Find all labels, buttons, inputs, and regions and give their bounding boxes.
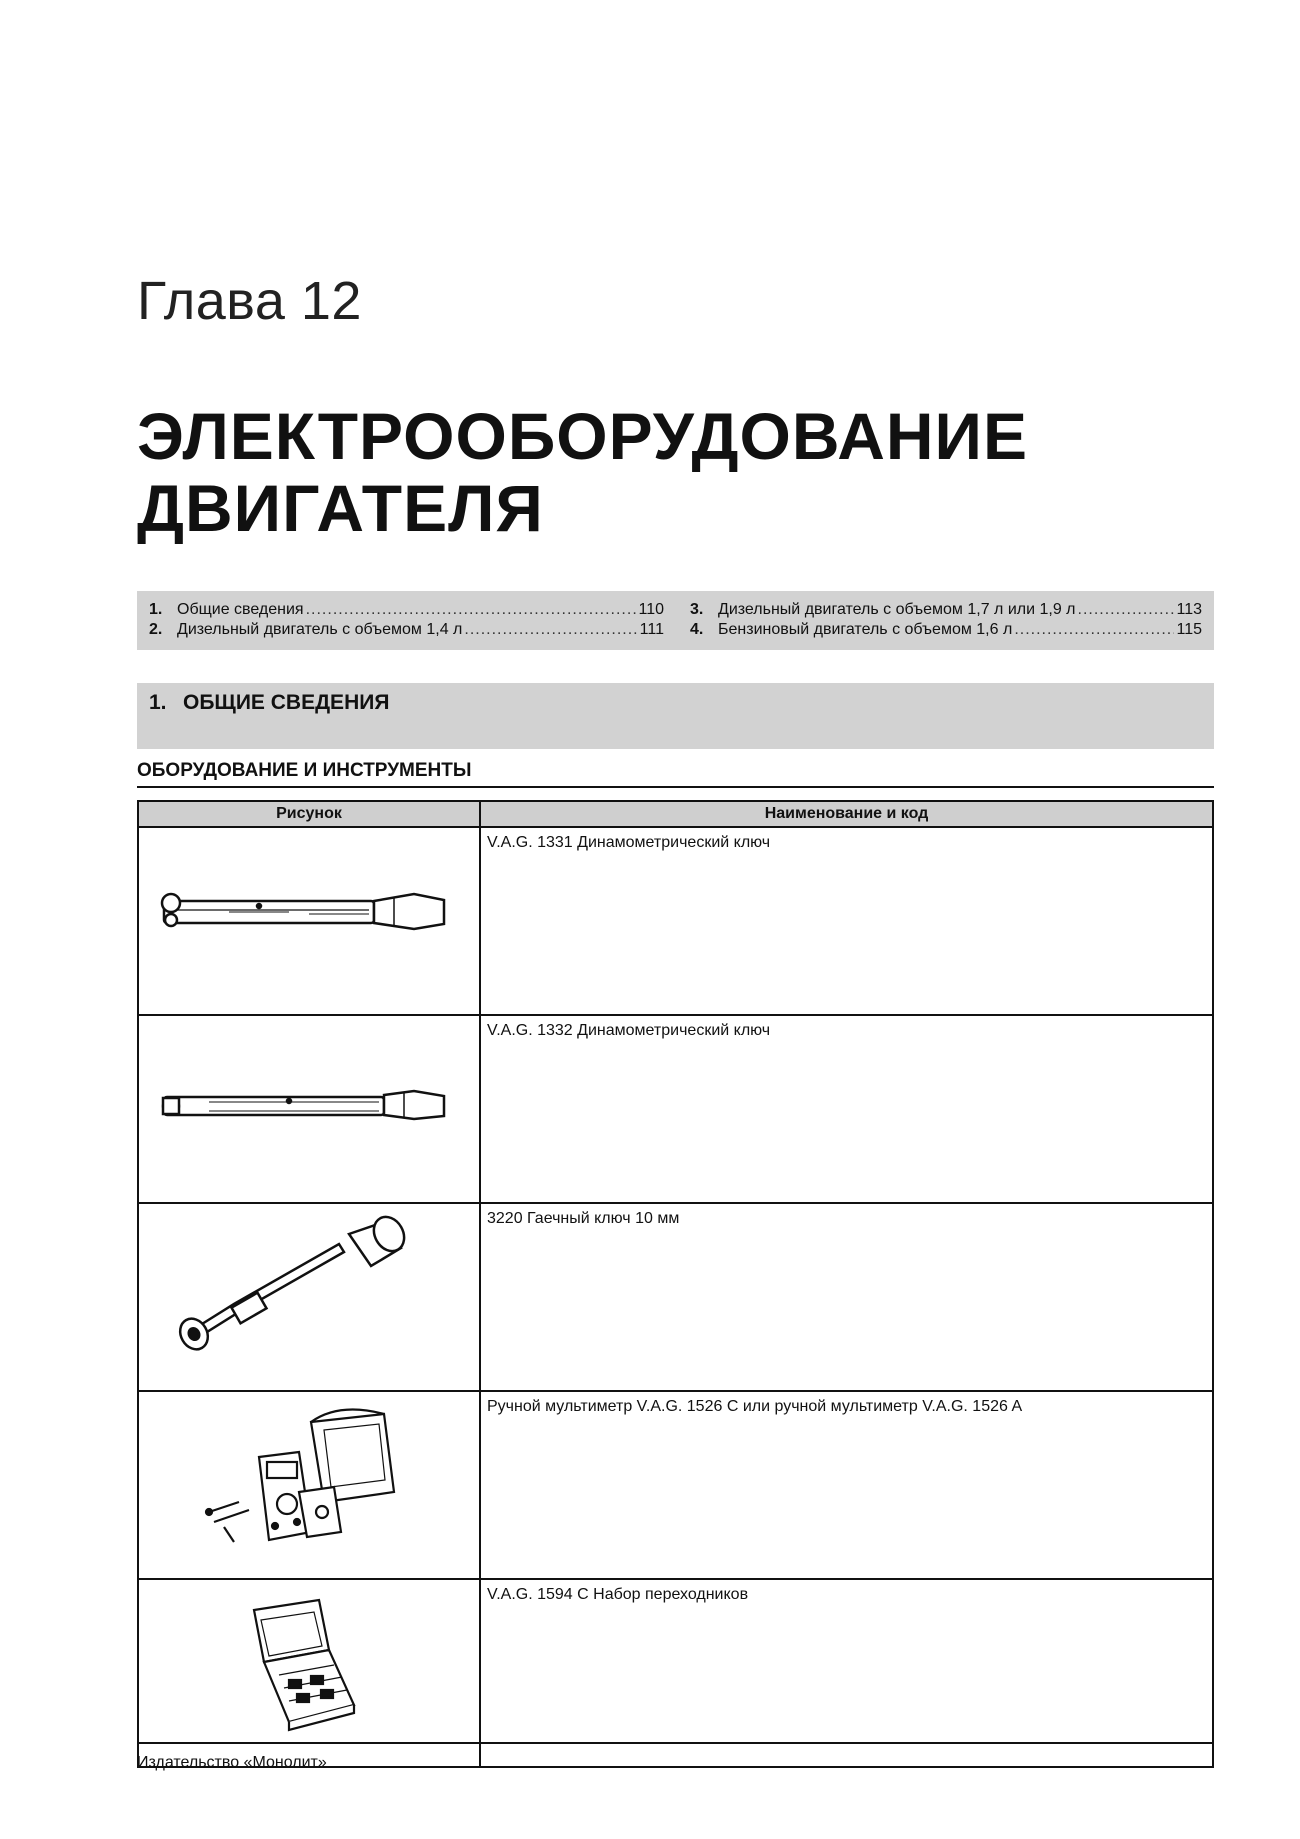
contents-column-left bbox=[149, 601, 664, 641]
contents-item-number: 2. bbox=[149, 621, 163, 638]
contents-item-page: 110 bbox=[638, 601, 664, 618]
contents-item-page: 115 bbox=[1176, 621, 1202, 638]
contents-item-text: Бензиновый двигатель с объемом 1,6 л bbox=[718, 621, 1013, 638]
section-title: ОБЩИЕ СВЕДЕНИЯ bbox=[183, 691, 390, 714]
contents-item-text: Дизельный двигатель с объемом 1,7 л или 1,9 л bbox=[718, 601, 1076, 618]
section-heading bbox=[137, 683, 1214, 749]
table-row bbox=[138, 1579, 1213, 1767]
subsection-rule bbox=[137, 786, 1214, 788]
table-row bbox=[138, 827, 1213, 1015]
tool-name: V.A.G. 1332 Динамометрический ключ bbox=[480, 1015, 1213, 1203]
contents-item-number: 4. bbox=[690, 621, 704, 638]
chapter-title-line-1: ЭЛЕКТРООБОРУДОВАНИЕ bbox=[137, 399, 1028, 473]
tool-name: Ручной мультиметр V.A.G. 1526 C или ручной мультиметр V.A.G. 1526 A bbox=[480, 1391, 1213, 1579]
picture-cell bbox=[138, 1203, 480, 1391]
contents-column-right bbox=[690, 601, 1202, 641]
tool-name: V.A.G. 1594 C Набор переходников bbox=[480, 1579, 1213, 1767]
socket-wrench-icon bbox=[139, 1204, 475, 1378]
contents-leader-dots bbox=[306, 601, 637, 619]
table-row bbox=[138, 1015, 1213, 1203]
contents-item-text: Общие сведения bbox=[177, 601, 304, 618]
contents-item-page: 111 bbox=[639, 621, 664, 638]
chapter-contents bbox=[137, 591, 1214, 650]
contents-item[interactable] bbox=[149, 601, 664, 621]
adapter-case-icon bbox=[139, 1580, 475, 1754]
picture-cell bbox=[138, 827, 480, 1015]
chapter-title-line-2: ДВИГАТЕЛЯ bbox=[137, 471, 544, 545]
section-number: 1. bbox=[149, 691, 167, 714]
picture-cell bbox=[138, 1391, 480, 1579]
multimeter-icon bbox=[139, 1392, 475, 1566]
contents-item-text: Дизельный двигатель с объемом 1,4 л bbox=[177, 621, 463, 638]
table-row bbox=[138, 1203, 1213, 1391]
picture-cell bbox=[138, 1015, 480, 1203]
contents-item[interactable] bbox=[690, 601, 1202, 621]
subsection-heading: ОБОРУДОВАНИЕ И ИНСТРУМЕНТЫ bbox=[137, 760, 472, 781]
table-header-row bbox=[138, 801, 1213, 827]
contents-leader-dots bbox=[1014, 621, 1174, 639]
contents-item-number: 3. bbox=[690, 601, 704, 618]
picture-cell bbox=[138, 1579, 480, 1767]
contents-item[interactable] bbox=[149, 621, 664, 641]
footer-rule bbox=[137, 1742, 1214, 1744]
column-header-picture: Рисунок bbox=[138, 801, 480, 827]
contents-item-page: 113 bbox=[1176, 601, 1202, 618]
contents-item[interactable] bbox=[690, 621, 1202, 641]
contents-leader-dots bbox=[464, 621, 637, 639]
torque-wrench-1332-icon bbox=[139, 1016, 475, 1190]
torque-wrench-1331-icon bbox=[139, 828, 475, 1002]
chapter-label: Глава 12 bbox=[137, 271, 362, 331]
publisher-footer: Издательство «Монолит» bbox=[137, 1754, 327, 1771]
column-header-name: Наименование и код bbox=[480, 801, 1213, 827]
chapter-title bbox=[137, 400, 1028, 544]
contents-leader-dots bbox=[1078, 601, 1175, 619]
tools-table bbox=[137, 800, 1214, 1768]
table-row bbox=[138, 1391, 1213, 1579]
tool-name: 3220 Гаечный ключ 10 мм bbox=[480, 1203, 1213, 1391]
tool-name: V.A.G. 1331 Динамометрический ключ bbox=[480, 827, 1213, 1015]
contents-item-number: 1. bbox=[149, 601, 163, 618]
